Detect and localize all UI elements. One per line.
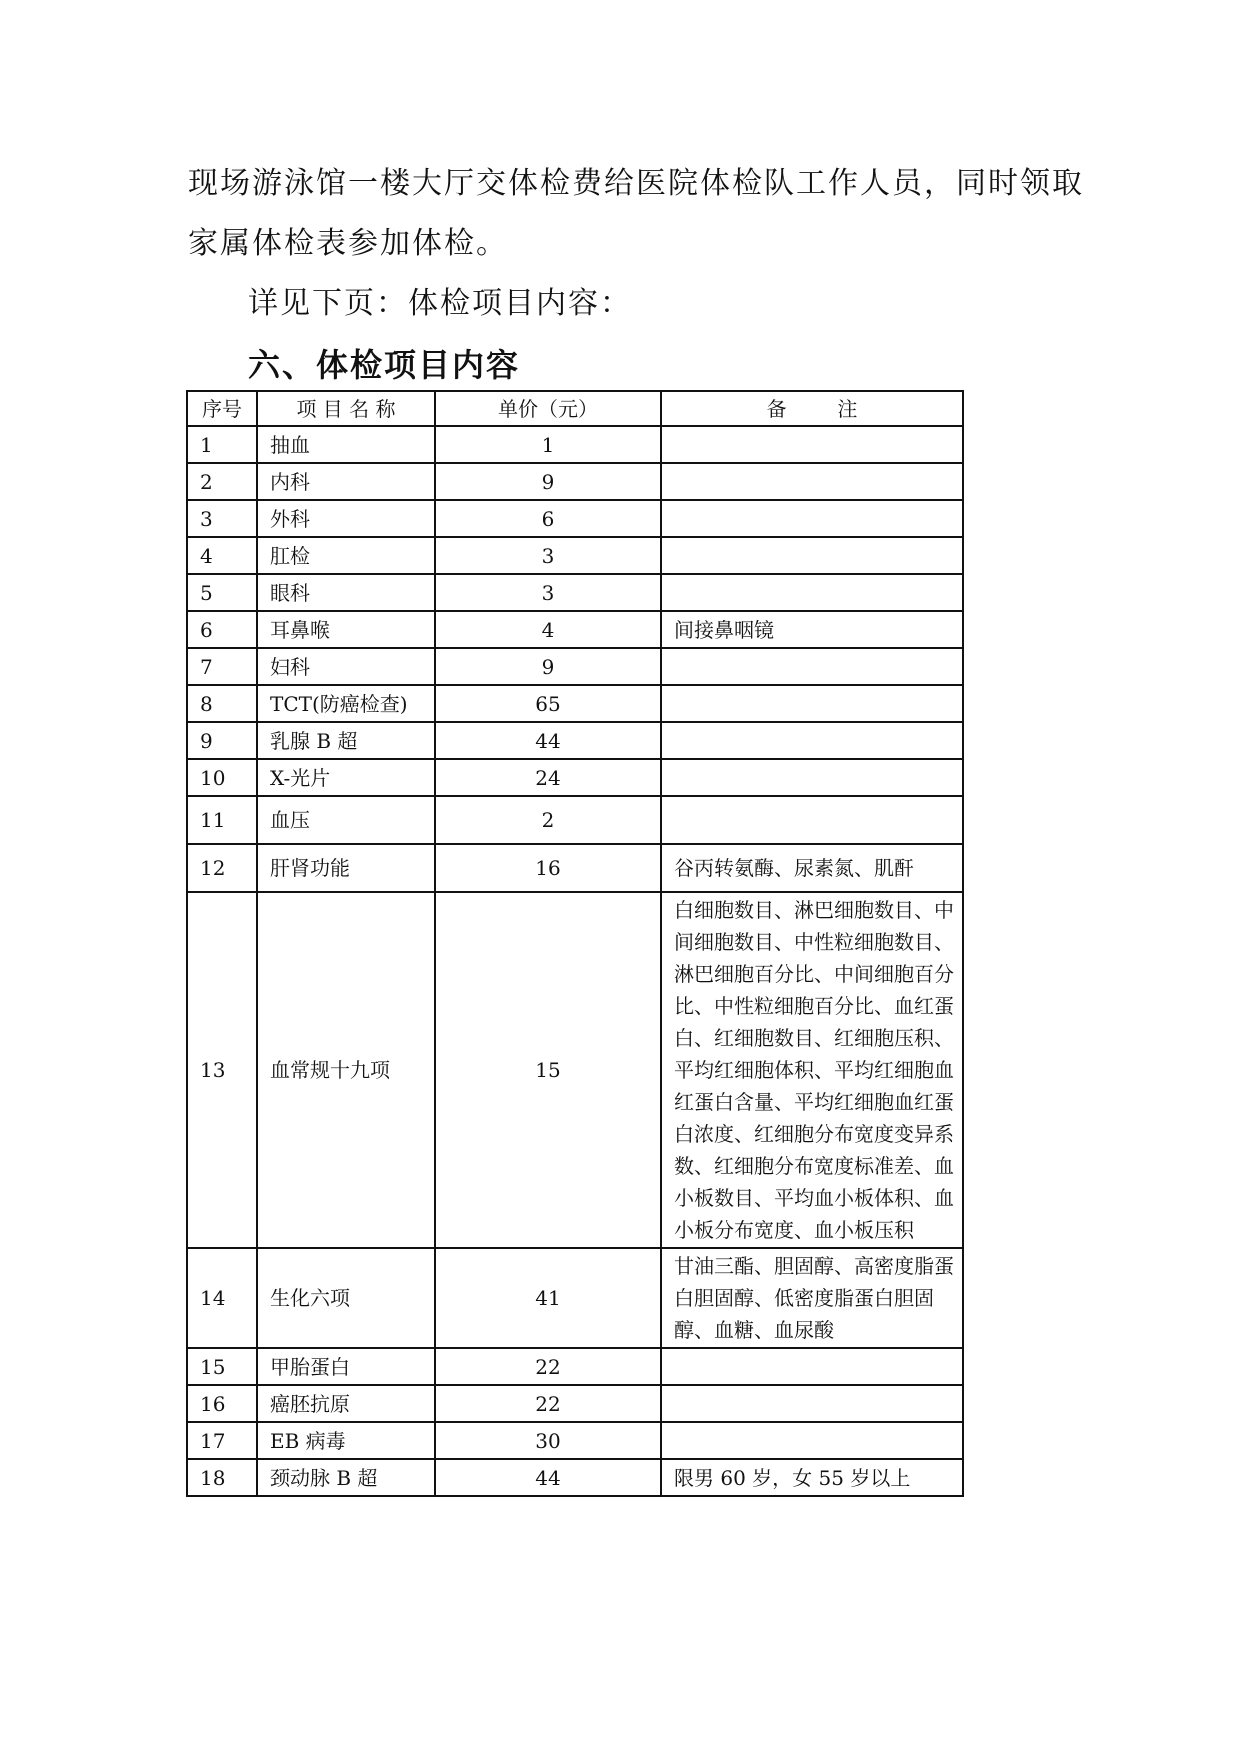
row-name: TCT(防癌检查)	[257, 685, 435, 722]
row-note	[661, 796, 963, 844]
row-name: 乳腺 B 超	[257, 722, 435, 759]
table-row	[187, 759, 963, 796]
row-no: 8	[187, 685, 257, 722]
table-row	[187, 574, 963, 611]
row-note: 甘油三酯、胆固醇、高密度脂蛋白胆固醇、低密度脂蛋白胆固醇、血糖、血尿酸	[661, 1248, 963, 1348]
row-price: 24	[435, 759, 661, 796]
see-next-page-note: 详见下页：体检项目内容：	[248, 286, 632, 321]
row-note	[661, 500, 963, 537]
row-note: 谷丙转氨酶、尿素氮、肌酐	[661, 844, 963, 892]
table-row	[187, 500, 963, 537]
row-note	[661, 648, 963, 685]
header-price: 单价（元）	[435, 391, 661, 426]
table-row	[187, 892, 963, 1248]
table-row	[187, 1422, 963, 1459]
row-name: 妇科	[257, 648, 435, 685]
row-price: 1	[435, 426, 661, 463]
row-price: 16	[435, 844, 661, 892]
row-no: 17	[187, 1422, 257, 1459]
table-row	[187, 426, 963, 463]
row-price: 44	[435, 722, 661, 759]
table-row	[187, 1248, 963, 1348]
row-note: 限男 60 岁，女 55 岁以上	[661, 1459, 963, 1496]
row-no: 3	[187, 500, 257, 537]
table-row	[187, 685, 963, 722]
row-no: 13	[187, 892, 257, 1248]
row-name: 外科	[257, 500, 435, 537]
row-name: 内科	[257, 463, 435, 500]
row-no: 5	[187, 574, 257, 611]
section-title: 六、体检项目内容	[248, 346, 521, 384]
row-no: 7	[187, 648, 257, 685]
exam-items-table	[186, 390, 964, 1497]
table-row	[187, 844, 963, 892]
row-note	[661, 1385, 963, 1422]
row-name: 血常规十九项	[257, 892, 435, 1248]
row-no: 12	[187, 844, 257, 892]
row-price: 3	[435, 537, 661, 574]
row-price: 15	[435, 892, 661, 1248]
row-no: 18	[187, 1459, 257, 1496]
row-price: 3	[435, 574, 661, 611]
row-name: 颈动脉 B 超	[257, 1459, 435, 1496]
table-row	[187, 1348, 963, 1385]
row-name: 肝肾功能	[257, 844, 435, 892]
row-note	[661, 1348, 963, 1385]
row-price: 22	[435, 1348, 661, 1385]
row-note	[661, 722, 963, 759]
row-name: 抽血	[257, 426, 435, 463]
row-price: 65	[435, 685, 661, 722]
row-name: 耳鼻喉	[257, 611, 435, 648]
row-price: 9	[435, 463, 661, 500]
header-no: 序号	[187, 391, 257, 426]
row-no: 11	[187, 796, 257, 844]
row-name: 生化六项	[257, 1248, 435, 1348]
table-row	[187, 1385, 963, 1422]
row-no: 16	[187, 1385, 257, 1422]
table-row	[187, 611, 963, 648]
row-price: 9	[435, 648, 661, 685]
row-note: 白细胞数目、淋巴细胞数目、中间细胞数目、中性粒细胞数目、淋巴细胞百分比、中间细胞百分比、中性粒细胞百分比、血红蛋白、红细胞数目、红细胞压积、平均红细胞体积、平均红细胞血红蛋白含量、平均红细胞血红蛋白浓度、红细胞分布宽度变异系数、红细胞分布宽度标准差、血小板数目、平均血小板体积、血小板分布宽度、血小板压积	[661, 892, 963, 1248]
row-price: 44	[435, 1459, 661, 1496]
row-name: EB 病毒	[257, 1422, 435, 1459]
row-note: 间接鼻咽镜	[661, 611, 963, 648]
row-note	[661, 1422, 963, 1459]
row-note	[661, 759, 963, 796]
row-note	[661, 426, 963, 463]
header-name: 项 目 名 称	[257, 391, 435, 426]
row-price: 6	[435, 500, 661, 537]
intro-paragraph-line-2: 家属体检表参加体检。	[188, 226, 508, 261]
row-name: 眼科	[257, 574, 435, 611]
table-row	[187, 796, 963, 844]
row-price: 4	[435, 611, 661, 648]
table-row	[187, 1459, 963, 1496]
table-row	[187, 648, 963, 685]
header-note: 备 注	[661, 391, 963, 426]
row-note	[661, 537, 963, 574]
row-price: 41	[435, 1248, 661, 1348]
row-no: 6	[187, 611, 257, 648]
table-header-row	[187, 391, 963, 426]
table-row	[187, 722, 963, 759]
row-no: 9	[187, 722, 257, 759]
row-no: 2	[187, 463, 257, 500]
row-note	[661, 463, 963, 500]
row-name: 血压	[257, 796, 435, 844]
row-no: 10	[187, 759, 257, 796]
row-note	[661, 574, 963, 611]
row-no: 15	[187, 1348, 257, 1385]
row-no: 4	[187, 537, 257, 574]
row-name: 甲胎蛋白	[257, 1348, 435, 1385]
row-no: 14	[187, 1248, 257, 1348]
row-price: 30	[435, 1422, 661, 1459]
row-note	[661, 685, 963, 722]
intro-paragraph-line-1: 现场游泳馆一楼大厅交体检费给医院体检队工作人员，同时领取	[188, 166, 1084, 201]
row-name: 肛检	[257, 537, 435, 574]
row-no: 1	[187, 426, 257, 463]
table-row	[187, 463, 963, 500]
table-row	[187, 537, 963, 574]
row-name: X-光片	[257, 759, 435, 796]
row-name: 癌胚抗原	[257, 1385, 435, 1422]
row-price: 22	[435, 1385, 661, 1422]
row-price: 2	[435, 796, 661, 844]
